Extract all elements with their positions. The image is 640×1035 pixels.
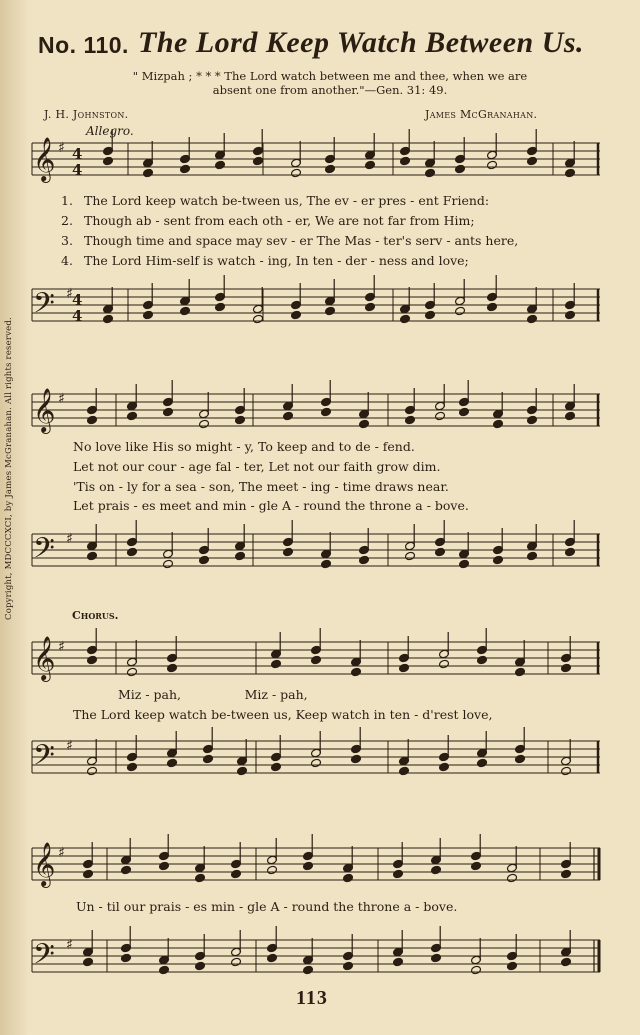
verse-2-line-1: Though ab - sent from each oth - er, We are not far from Him; [84, 213, 475, 228]
sharp-icon: ♯ [58, 845, 65, 861]
notehead [477, 655, 488, 665]
verse-3-line-2: 'Tis on - ly for a sea - son, The meet - ing - time draws near. [73, 479, 449, 494]
notehead [291, 310, 302, 320]
chorus-label: Chorus. [72, 609, 119, 622]
notehead [565, 168, 576, 178]
notehead [477, 758, 488, 768]
notehead [527, 314, 538, 324]
notehead [203, 754, 214, 764]
notehead [283, 411, 294, 421]
notehead [455, 164, 466, 174]
notehead [103, 314, 114, 324]
notehead [321, 559, 332, 569]
notehead [253, 314, 264, 324]
notehead [351, 667, 362, 677]
verse-number: 3. [61, 233, 73, 248]
notehead [343, 873, 354, 883]
hymn-number: No. 110. [38, 32, 129, 58]
sharp-icon: ♯ [66, 738, 73, 754]
notehead [311, 655, 322, 665]
notehead [493, 419, 504, 429]
notehead [365, 160, 376, 170]
notehead [311, 758, 322, 768]
notehead [163, 407, 174, 417]
notehead [215, 160, 226, 170]
notehead [127, 762, 138, 772]
notehead [527, 551, 538, 561]
notehead [507, 961, 518, 971]
notehead [303, 861, 314, 871]
verse-2-line-2: Let not our cour - age fal - ter, Let not our faith grow dim. [73, 459, 441, 474]
hymn-title: The Lord Keep Watch Between Us. [138, 26, 585, 59]
notehead [393, 869, 404, 879]
notehead [271, 659, 282, 669]
notehead [565, 411, 576, 421]
notehead [127, 547, 138, 557]
composer-credit: James McGranahan. [425, 108, 538, 121]
notehead [435, 547, 446, 557]
notehead [159, 965, 170, 975]
notehead [515, 754, 526, 764]
notehead [291, 168, 302, 178]
epigraph-line-1: " Mizpah ; * * * The Lord watch between me and thee, when we are [132, 69, 528, 83]
notehead [400, 314, 411, 324]
notehead [83, 869, 94, 879]
bass-clef-icon: 𝄢 [33, 532, 55, 572]
notehead [325, 164, 336, 174]
notehead [253, 156, 264, 166]
notehead [399, 663, 410, 673]
staff-system-2-bass [32, 534, 600, 566]
notehead [303, 965, 314, 975]
chorus-alto-words: Miz - pah, Miz - pah, [118, 687, 308, 702]
notehead [431, 953, 442, 963]
chorus-line-1: The Lord keep watch be-tween us, Keep watch in ten - d'rest love, [73, 707, 493, 722]
notehead [471, 861, 482, 871]
staff-system-1-treble [32, 143, 600, 175]
chorus-line-2: Un - til our prais - es min - gle A - round the throne a - bove. [76, 899, 458, 914]
notehead [199, 555, 210, 565]
notehead [405, 415, 416, 425]
notehead [271, 762, 282, 772]
notehead [87, 766, 98, 776]
notehead [561, 869, 572, 879]
treble-clef-icon: 𝄞 [33, 636, 56, 680]
notehead [87, 415, 98, 425]
notehead [393, 957, 404, 967]
sharp-icon: ♯ [58, 639, 65, 655]
notehead [435, 411, 446, 421]
notehead [507, 873, 518, 883]
notehead [195, 873, 206, 883]
notehead [235, 551, 246, 561]
time-signature-top: 4 [72, 291, 83, 309]
notehead [163, 559, 174, 569]
treble-clef-icon: 𝄞 [33, 388, 56, 432]
time-signature-top: 4 [72, 145, 83, 163]
notehead [561, 957, 572, 967]
notehead [439, 659, 450, 669]
notehead [143, 168, 154, 178]
notehead [199, 419, 210, 429]
notehead [459, 407, 470, 417]
notehead [343, 961, 354, 971]
notehead [425, 168, 436, 178]
notehead [180, 164, 191, 174]
notehead [527, 415, 538, 425]
notehead [365, 302, 376, 312]
notehead [159, 861, 170, 871]
notehead [561, 766, 572, 776]
notehead [431, 865, 442, 875]
notehead [267, 865, 278, 875]
verse-3-line-1: Though time and space may sev - er The Mas - ter's serv - ants here, [84, 233, 519, 248]
notehead [359, 555, 370, 565]
verse-1-line-2: No love like His so might - y, To keep and to de - fend. [73, 439, 415, 454]
bass-clef-icon: 𝄢 [33, 287, 55, 327]
notehead [121, 953, 132, 963]
sharp-icon: ♯ [66, 531, 73, 547]
notehead [103, 156, 114, 166]
notehead [237, 766, 248, 776]
notehead [87, 655, 98, 665]
author-credit: J. H. Johnston. [44, 108, 129, 121]
notehead [487, 160, 498, 170]
notehead [459, 559, 470, 569]
notehead [195, 961, 206, 971]
notehead [283, 547, 294, 557]
notehead [487, 302, 498, 312]
notehead [399, 766, 410, 776]
notehead [493, 555, 504, 565]
bass-clef-icon: 𝄢 [33, 938, 55, 978]
staff-system-1-bass [32, 289, 600, 321]
notehead [515, 667, 526, 677]
notehead [121, 865, 132, 875]
page-number: 113 [296, 987, 328, 1009]
notehead [321, 407, 332, 417]
sharp-icon: ♯ [66, 937, 73, 953]
time-signature-bottom: 4 [72, 307, 83, 325]
notehead [143, 310, 154, 320]
notehead [267, 953, 278, 963]
notehead [325, 306, 336, 316]
notehead [561, 663, 572, 673]
time-signature-bottom: 4 [72, 161, 83, 179]
bass-clef-icon: 𝄢 [33, 739, 55, 779]
tempo-marking: Allegro. [86, 124, 134, 138]
notehead [83, 957, 94, 967]
sharp-icon: ♯ [58, 391, 65, 407]
notehead [405, 551, 416, 561]
notehead [359, 419, 370, 429]
verse-4-line-1: The Lord Him-self is watch - ing, In ten - der - ness and love; [84, 253, 469, 268]
notehead [400, 156, 411, 166]
verse-number: 4. [61, 253, 73, 268]
sharp-icon: ♯ [66, 286, 73, 302]
notehead [425, 310, 436, 320]
notehead [439, 762, 450, 772]
verse-number: 1. [61, 193, 73, 208]
notehead [231, 957, 242, 967]
sharp-icon: ♯ [58, 140, 65, 156]
epigraph-line-2: absent one from another."—Gen. 31: 49. [212, 83, 448, 97]
notehead [455, 306, 466, 316]
notehead [351, 754, 362, 764]
staff-system-2-treble [32, 394, 600, 426]
verse-1-line-1: The Lord keep watch be-tween us, The ev - er pres - ent Friend: [84, 193, 490, 208]
notehead [127, 411, 138, 421]
notehead [231, 869, 242, 879]
notehead [215, 302, 226, 312]
notehead [180, 306, 191, 316]
treble-clef-icon: 𝄞 [33, 137, 56, 181]
notehead [527, 156, 538, 166]
verse-number: 2. [61, 213, 73, 228]
verse-4-line-2: Let prais - es meet and min - gle A - round the throne a - bove. [73, 498, 469, 513]
copyright-notice: Copyright, MDCCCXCI, by James McGranahan. All rights reserved. [4, 317, 14, 620]
notehead [87, 551, 98, 561]
notehead [471, 965, 482, 975]
notehead [167, 663, 178, 673]
notehead [127, 667, 138, 677]
treble-clef-icon: 𝄞 [33, 842, 56, 886]
notehead [167, 758, 178, 768]
notehead [565, 547, 576, 557]
notehead [565, 310, 576, 320]
notehead [235, 415, 246, 425]
